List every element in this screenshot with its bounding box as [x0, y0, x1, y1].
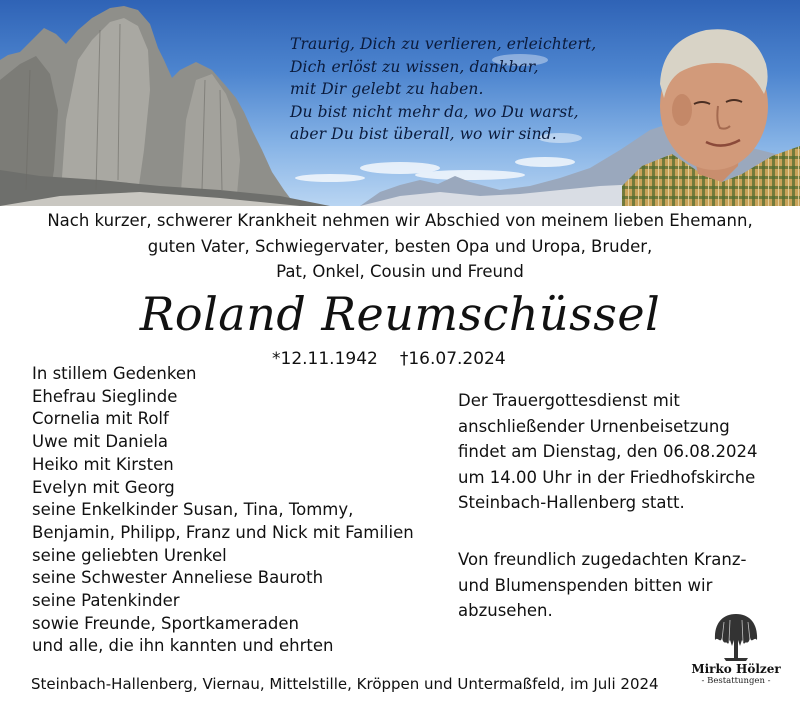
service-line: um 14.00 Uhr in der Friedhofskirche — [458, 467, 756, 487]
intro-line: Nach kurzer, schwerer Krankheit nehmen wir Abschied von meinem lieben Ehemann, — [47, 211, 753, 230]
service-line: Der Trauergottesdienst mit — [458, 391, 680, 410]
service-line: Steinbach-Hallenberg statt. — [458, 493, 685, 512]
poem-line: mit Dir gelebt zu haben. — [290, 80, 484, 98]
willow-tree-icon — [710, 610, 762, 662]
list-item: In stillem Gedenken — [32, 364, 197, 383]
list-item: seine geliebten Urenkel — [32, 545, 227, 565]
poem-line: Traurig, Dich zu verlieren, erleichtert, — [290, 35, 597, 53]
logo-subtitle: - Bestattungen - — [701, 676, 771, 686]
poem — [290, 33, 596, 146]
list-item: seine Patenkinder — [32, 591, 180, 611]
intro-text — [0, 208, 800, 285]
header-banner — [0, 0, 800, 206]
list-item: und alle, die ihn kannten und ehrten — [32, 636, 334, 656]
deceased-name: Roland Reumschüssel — [139, 287, 661, 341]
death-date: †16.07.2024 — [399, 349, 506, 369]
intro-line: guten Vater, Schwiegervater, besten Opa und Uropa, Bruder, — [147, 236, 653, 256]
list-item: Evelyn mit Georg — [32, 477, 175, 497]
flowers-line: abzusehen. — [458, 601, 553, 620]
list-item: Cornelia mit Rolf — [32, 409, 169, 429]
intro-line: Pat, Onkel, Cousin und Freund — [276, 262, 524, 281]
list-item: Heiko mit Kirsten — [32, 454, 174, 474]
flowers-line: und Blumenspenden bitten wir — [458, 575, 713, 595]
service-info — [458, 388, 757, 516]
poem-line: Du bist nicht mehr da, wo Du warst, — [290, 102, 579, 121]
birth-date: *12.11.1942 — [272, 349, 378, 369]
list-item: seine Schwester Anneliese Bauroth — [32, 568, 324, 588]
list-item: Benjamin, Philipp, Franz und Nick mit Familien — [32, 522, 414, 542]
poem-line: aber Du bist überall, wo wir sind. — [290, 125, 557, 143]
flowers-line: Von freundlich zugedachten Kranz- — [458, 550, 747, 569]
footer-places-date: Steinbach-Hallenberg, Viernau, Mittelstille, Kröppen und Untermaßfeld, im Juli 2024 — [31, 675, 659, 693]
list-item: sowie Freunde, Sportkameraden — [32, 613, 299, 633]
logo-name: Mirko Hölzer — [691, 662, 781, 676]
poem-line: Dich erlöst zu wissen, dankbar, — [290, 57, 539, 76]
list-item: Uwe mit Daniela — [32, 432, 169, 452]
list-item: Ehefrau Sieglinde — [32, 386, 178, 406]
service-line: findet am Dienstag, den 06.08.2024 — [458, 442, 758, 461]
mourners-list — [32, 363, 414, 658]
list-item: seine Enkelkinder Susan, Tina, Tommy, — [32, 500, 354, 520]
service-line: anschließender Urnenbeisetzung — [458, 416, 730, 436]
portrait-photo — [622, 6, 800, 206]
funeral-home-logo — [690, 610, 782, 690]
